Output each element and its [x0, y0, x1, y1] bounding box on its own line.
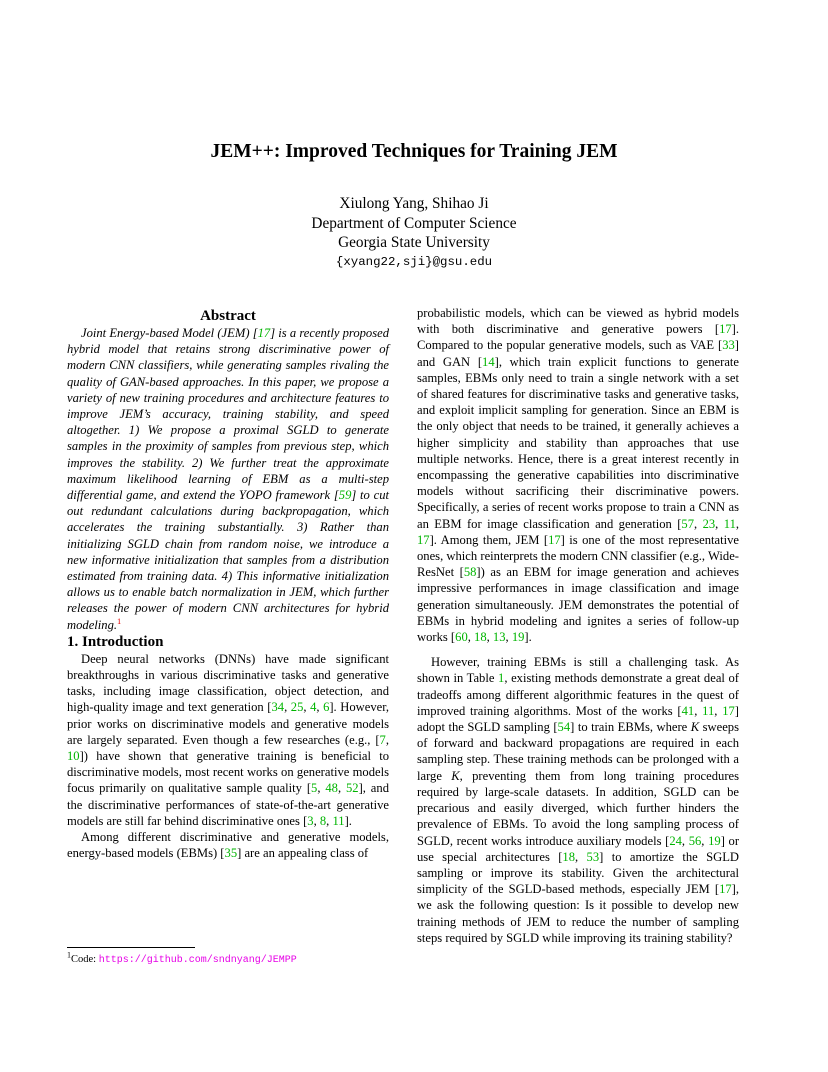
- right-paragraph-1: probabilistic models, which can be viewed as hybrid models with both discriminative and generative powers [17]. Compared to the popular generative models, such as VAE [33] and GAN [14], which train explicit functions to generate samples, EBMs only need to train a single network with a set of shared features for discriminative tasks and generative tasks, and exploit implicit sampling for generation. Since an EBM is the only object that needs to be trained, it generally achieves a higher simplicity and stability than approaches that use multiple networks. Hence, there is a great interest recently in encompassing the generative capabilities into discriminative models without sacrificing their discriminative powers. Specifically, a series of recent works propose to train a CNN as an EBM for image classification and generation [57, 23, 11, 17]. Among them, JEM [17] is one of the most representative ones, which reinterprets the modern CNN classifier (e.g., Wide-ResNet [58]) as an EBM for image generation and achieves impressive performances in image classification and image generation simultaneously. JEM demonstrates the potential of EBMs in hybrid modeling and ignites a series of follow-up works [60, 18, 13, 19].: [417, 306, 740, 645]
- introduction-heading: 1. Introduction: [67, 633, 164, 650]
- author-department: Department of Computer Science: [311, 214, 517, 232]
- paper-title: JEM++: Improved Techniques for Training JEM: [210, 141, 618, 162]
- abstract-text: Joint Energy-based Model (JEM) [17] is a recently proposed hybrid model that retains strong discriminative power of modern CNN classifiers, while generating samples rivaling the quality of GAN-based approaches. In this paper, we propose a variety of new training procedures and architecture features to improve JEM’s accuracy, training stability, and speed altogether. 1) We propose a proximal SGLD to generate samples in the proximity of samples from previous step, which improves the stability. 2) We further treat the approximate maximum likelihood learning of EBM as a multi-step differential game, and extend the YOPO framework [59] to cut out redundant calculations during backpropagation, which accelerates the training substantially. 3) Rather than initializing SGLD chain from random noise, we introduce a new informative initialization that samples from a distribution estimated from training data. 4) This informative initialization allows us to enable batch normalization in JEM, which further releases the power of modern CNN architectures for hybrid modeling.$^1$: [67, 326, 389, 632]
- footnote-label: Code:: [71, 954, 99, 965]
- abstract-heading: Abstract: [200, 308, 256, 324]
- author-block: [0, 194, 828, 272]
- footnote-rule: [67, 947, 195, 948]
- right-paragraph-2: However, training EBMs is still a challenging task. As shown in Table 1, existing methods demonstrate a great deal of tradeoffs among different algorithmic features in the quest of improved training algorithms. Most of the works [41, 11, 17] adopt the SGLD sampling [54] to train EBMs, where K sweeps of forward and backward propagations are required in each sampling step. These training methods can be prolonged with a large K, preventing them from long training procedures required by large-scale datasets. In addition, SGLD can be precarious and easily diverged, which further hinders the prevalence of EBMs. To avoid the long sampling process of SGLD, recent works introduce auxiliary models [24, 56, 19] or use special architectures [18, 53] to amortize the SGLD sampling or improve its stability. Given the architectural simplicity of the SGLD-based methods, especially JEM [17], we ask the following question: Is it possible to develop new training methods of JEM to reduce the number of sampling steps required by SGLD while improving its training stability?: [417, 655, 740, 945]
- author-email: {xyang22,sji}@gsu.edu: [335, 254, 493, 269]
- left-column: [67, 307, 389, 862]
- footnote-mark: 1: [67, 950, 71, 960]
- intro-paragraph-1: Deep neural networks (DNNs) have made significant breakthroughs in various discriminative tasks and generative tasks, including image classification, object detection, and high-quality image and text generation [34, 25, 4, 6]. However, prior works on discriminative models and generative models are largely separated. Even though a few researches (e.g., [7, 10]) have shown that generative training is beneficial to discriminative models, most recent works on generative models focus primarily on qualitative sample quality [5, 48, 52], and the discriminative performances of state-of-the-art generative models are still far behind discriminative ones [3, 8, 11].: [67, 651, 390, 828]
- footnote: [67, 950, 389, 967]
- author-names: Xiulong Yang, Shihao Ji: [339, 195, 489, 212]
- right-column: [417, 305, 739, 946]
- author-university: Georgia State University: [338, 234, 490, 251]
- footnote-code-link[interactable]: https://github.com/sndnyang/JEMPP: [98, 955, 297, 966]
- intro-paragraph-2: Among different discriminative and generative models, energy-based models (EBMs) [35] are an appealing class of: [67, 830, 389, 861]
